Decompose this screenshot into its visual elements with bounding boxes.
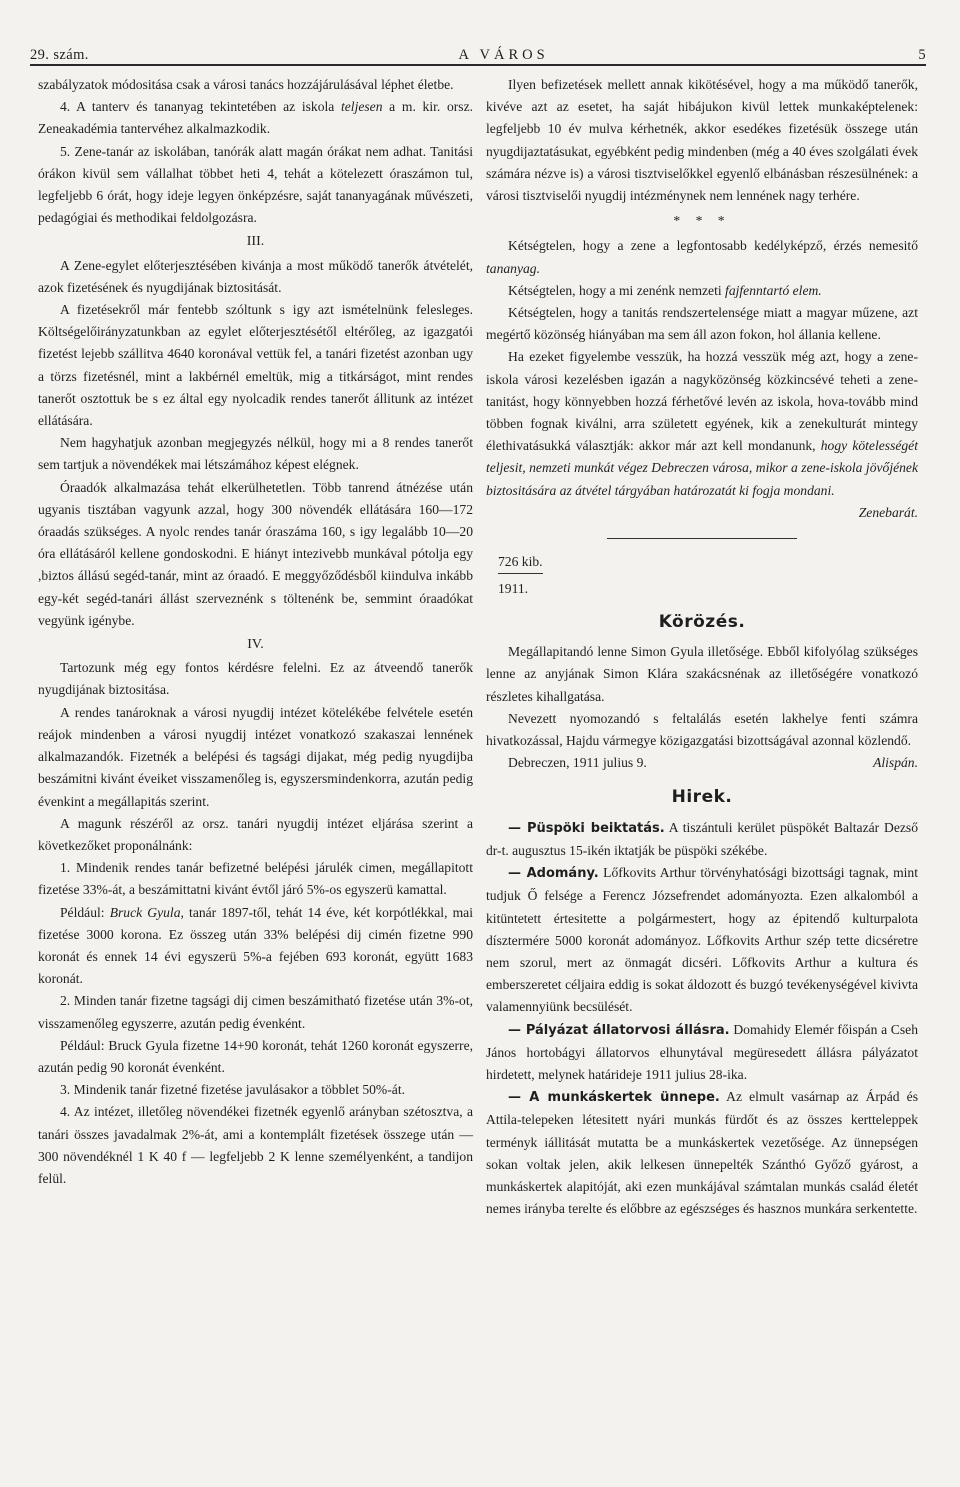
page-number: 5 [918, 47, 926, 63]
paragraph: 4. Az intézet, illetőleg növendékei fizetnék egyenlő arányban szétosztva, a tanári összes javadalmak 2%-át, ami a kontemplált fizetések összege után — 300 növendéknél 1 K 40 f — legfeljebb 2 K lenne személyenként, a tandijon felül. [38, 1104, 473, 1186]
news-item: — Pályázat állatorvosi állásra. Domahidy Elemér főispán a Cseh János hortobágyi állatorvos elhunytával megüresedett állásra pályázatot hirdetett, melynek határideje 1911 julius 28-ika. [486, 1021, 918, 1082]
paragraph: Például: Bruck Gyula fizetne 14+90 koronát, tehát 1260 koronát egyszerre, azután pedig 90 koronát évenként. [38, 1037, 473, 1075]
paragraph: Megállapitandó lenne Simon Gyula illetősége. Ebből kifolyólag szükséges lenne az anyjának Simon Klára szakácsnénak az illetőségére vonatkozó részletes kihallgatása. [486, 644, 918, 704]
paragraph: A Zene-egylet előterjesztésében kivánja a most működő tanerők átvételét, azok fizetésének és nyugdijának biztositását. [38, 257, 473, 295]
paragraph: A rendes tanároknak a városi nyugdij intézet kötelékébe felvétele esetén reájok mindenben a városi nyugdij intézet vonatkozó szakaszai lennének alkalmazandók. Fizetnék a belépési és tagsági dijakat, még pedig nyugdijba beszámitni kivánt éveiket visszamenőleg is, egyszersmindenkorra, azután pedig évenkint a megállapitás szerint. [38, 704, 473, 809]
paragraph: A magunk részéről az orsz. tanári nyugdij intézet eljárása szerint a következőket proponálnánk: [38, 815, 473, 853]
news-headline: — Pályázat állatorvosi állásra. [508, 1022, 730, 1038]
paragraph: Tartozunk még egy fontos kérdésre felelni. Ez az átveendő tanerők nyugdijának biztositása. [38, 660, 473, 698]
separator-stars: * * * [673, 213, 731, 229]
divider [607, 538, 797, 539]
paragraph: Nevezett nyomozandó s feltalálás esetén lakhelye fenti számra hivatkozással, Hajdu vármegye közigazgatási bizottságával azonnal közlendő. [486, 710, 918, 749]
paragraph: 1. Mindenik rendes tanár befizetné belépési járulék cimen, megállapitott fizetése 33%-át, a beszámittatni kivánt évtől járó 5%-os egyszerü kamattal. [38, 860, 473, 898]
news-item: — A munkáskertek ünnepe. Az elmult vasárnap az Árpád és Attila-telepeken létesitett nyári munkás fürdőt és az összes kertteleppek terményk iállitását mutatta be a munkáskertek vezetősége. Az ünnepségen sokan voltak jelen, akik lelkesen ünnepelték Szánthó Győző gyárost, a munkáskertek alapitóját, aki ezen munkájával számtalan munkás család életét nemes irányba terelte és előbbre az egészséges és hasznos munkára serkentette. [486, 1089, 918, 1217]
left-column [38, 74, 473, 1190]
dateline [486, 752, 918, 774]
paragraph: Ha ezeket figyelembe vesszük, ha hozzá vesszük még azt, hogy a zene-iskola városi kezelésben igazán a nagyközönség közkincsévé teheti a zene-tanitást, hogy könnyebben hozzá férhetővé levén az iskola, hova-tovább mind többen fognak kiválni, arra született egyének, kik a zenekulturát mintegy élethivatásukká választják: akkor már azt kell mondanunk, hogy kötelességét teljesit, nemzeti munkát végez Debreczen városa, mikor a zene-iskola jövőjének biztositására az átvétel tárgyában határozatát ki fogja mondani. [486, 349, 918, 498]
paragraph: A fizetésekről már fentebb szóltunk s igy azt ismételnünk felesleges. Költségelőirányzatunkban az egylet előterjesztésétől eltérőleg, az igazgatói fizetést lejebb szállitva 4640 koronával vettük fel, a tanári fizetést azonban ugy a törzs fizetésnél, mint a lakbérnél emeltük, mig a titkárságot, mint rendes tanerőt osztottuk be s ez által egy nyolcadik rendes tanerőt állitunk az intézet ellátására. [38, 302, 473, 429]
paragraph: 5. Zene-tanár az iskolában, tanórák alatt magán órákat nem adhat. Tanitási órákon kivül sem vállalhat többet heti 4, tehát a kötelezett óraszámon tul, legfeljebb 6 órát, hogy ideje legyen önképzésre, saját tananyagának művészeti, pedagógiai és methodikai feldolgozásra. [38, 143, 473, 226]
paragraph: Kétségtelen, hogy a mi zenénk nemzeti fajfenntartó elem. [508, 282, 822, 298]
signature: Alispán. [873, 755, 918, 771]
paragraph: Például: Bruck Gyula, tanár 1897-től, tehát 14 éve, két korpótlékkal, mai fizetése 3000 korona. Ez összeg után 33% belépési dij cimén fizetne 990 koronát és ennek 14 évi egyszerü 5%-a fejében 693 koronát, együtt 1683 koronát. [38, 904, 473, 987]
section-number: IV. [247, 637, 264, 653]
place-date: Debreczen, 1911 julius 9. [508, 755, 647, 771]
paragraph: Kétségtelen, hogy a zene a legfontosabb kedélyképző, érzés nemesitő tananyag. [486, 238, 918, 276]
file-number: 726 kib. [486, 551, 918, 574]
paragraph: Óraadók alkalmazása tehát elkerülhetetlen. Több tanrend átnézése után ugyanis tisztában vagyunk azzal, hogy 300 növendék ellátására 160—172 óraadás szükséges. A nyolc rendes tanár óraszáma 160, s igy legalább 10—20 óra ellátásáról kellene gondoskodni. E hiányt intezivebb munkával pótolja egy ,biztos állású segéd-tanár, mint az óraadó. E meggyőződésből kiindulva inkább egy-két segéd-tanári állást szerveznénk s töltenénk be, semmint óraadókat vegyünk igénybe. [38, 479, 473, 628]
paragraph: Nem hagyhatjuk azonban megjegyzés nélkül, hogy mi a 8 rendes tanerőt sem tartjuk a növendékek mai létszámához képest elégnek. [38, 435, 473, 473]
news-item: — Adomány. Lőfkovits Arthur törvényhatósági bizottsági tagnak, mint tudjuk Ő felsége a Ferencz Józsefrendet adományozta. Ezen alkalomból a kitüntetett értesitette a polgármestert, hogy az épitendő kulturpalota dísztermére 5000 koronát adományoz. Lőfkovits Arthur szép tette dicséretre nem szorul, mert az önmagát dicséri. Lőfkovits Arthur a kultura és emberszeretet céljaira eddig is sokat áldozott és buzgó tevékenységével kivivta valamennyiünk becsülését. [486, 865, 919, 1015]
page-header [30, 38, 926, 66]
right-column [486, 74, 918, 1220]
file-year: 1911. [498, 581, 529, 597]
issue-number: 29. szám. [30, 47, 89, 63]
section-number: III. [246, 234, 265, 250]
section-title-hirek: Hirek. [671, 787, 733, 808]
news-headline: — A munkáskertek ünnepe. [508, 1090, 720, 1106]
news-item: — Püspöki beiktatás. A tiszántuli kerület püspökét Baltazár Dezső dr-t. augusztus 15-ikén iktatják be püspöki székébe. [486, 819, 918, 858]
paragraph: Kétségtelen, hogy a tanitás rendszertelensége miatt a magyar műzene, azt megértő közönség hiányában ma sem áll azon fokon, hol állania kellene. [486, 305, 918, 343]
paragraph: Ilyen befizetések mellett annak kikötésével, hogy a ma működő tanerők, kivéve azt az esetet, ha saját hibájukon kivül lettek munkaképtelenek: legfeljebb 10 év mulva kérhetnék, akkor esedékes fizetésük összege után nyugdijaztatásukat, egyébként pedig mindenben (még a 40 éves szolgálati évek számára nézve is) a városi tisztviselőkkel egyenlő elbánásban részesülnének: a városi tisztviselői nyugdij intézménynek nem lennének nagy terhére. [486, 77, 918, 204]
paragraph: 2. Minden tanár fizetne tagsági dij cimen beszámitható fizetése után 3%-ot, visszamenőleg egyszerre, azután pedig évenként. [38, 993, 473, 1031]
publication-title: A VÁROS [458, 47, 549, 63]
paragraph: szabályzatok módositása csak a városi tanács hozzájárulásával léphet életbe. [38, 77, 454, 92]
signature: Zenebarát. [858, 504, 918, 520]
news-headline: — Püspöki beiktatás. [508, 820, 665, 836]
paragraph: 3. Mindenik tanár fizetné fizetése javulásakor a többlet 50%-át. [60, 1082, 405, 1098]
paragraph: 4. A tanterv és tananyag tekintetében az iskola teljesen a m. kir. orsz. Zeneakadémia tantervéhez alkalmazkodik. [38, 99, 473, 137]
section-title-korozes: Körözés. [658, 612, 746, 633]
news-headline: — Adomány. [508, 866, 599, 882]
